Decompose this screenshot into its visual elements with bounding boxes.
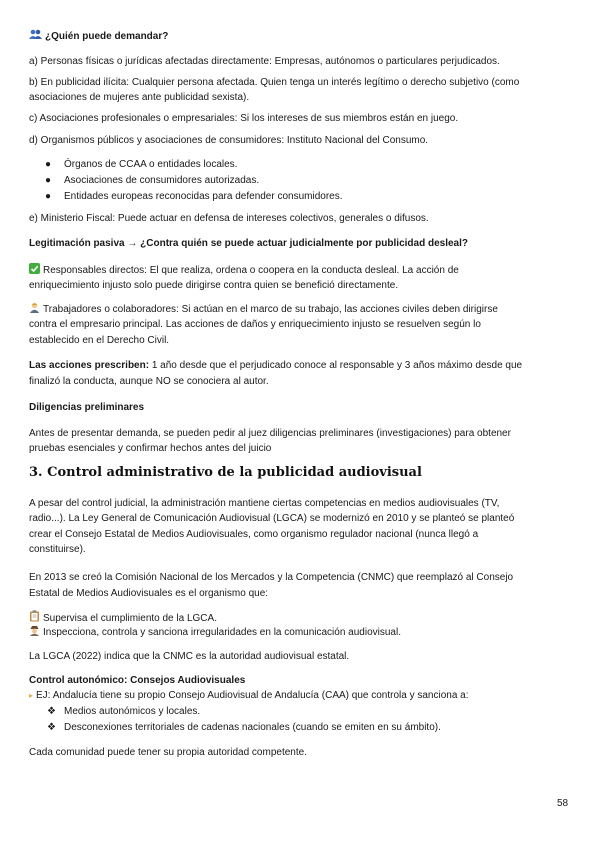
page-number: 58 xyxy=(557,798,569,809)
clipboard-icon xyxy=(29,610,40,622)
prescriben-text: 1 año desde que el perjudicado conoce al responsable y 3 años máximo desde que xyxy=(149,360,523,371)
d-bullet-item: Entidades europeas reconocidas para defender consumidores. xyxy=(64,191,343,202)
pointer-icon: ▸ xyxy=(29,691,34,700)
diligencias-line1: Antes de presentar demanda, se pueden pedir al juez diligencias preliminares (investigaciones) para obtener xyxy=(29,428,511,439)
item-e: e) Ministerio Fiscal: Puede actuar en defensa de intereses colectivos, generales o difusos. xyxy=(29,213,429,224)
responsables-line2: enriquecimiento injusto solo puede dirigirse contra quien se benefició directamente. xyxy=(29,280,399,291)
item-c: c) Asociaciones profesionales o empresariales: Si los intereses de sus miembros están en juego. xyxy=(29,113,459,124)
paragraph1-line2: radio...). La Ley General de Comunicación Audiovisual (LGCA) se modernizó en 2010 y se planteó se planteó xyxy=(29,513,515,524)
cnmc-item-1 xyxy=(29,610,217,625)
d-bullet-item: Asociaciones de consumidores autorizadas. xyxy=(64,175,260,186)
item-a: a) Personas físicas o jurídicas afectadas directamente: Empresas, autónomos o particulares perjudicados. xyxy=(29,56,500,67)
item-b-line1: b) En publicidad ilícita: Cualquier persona afectada. Quien tenga un interés legítimo o derecho subjetivo (como xyxy=(29,77,520,88)
closing-text: Cada comunidad puede tener su propia autoridad competente. xyxy=(29,747,307,758)
d-bullet-item: Órganos de CCAA o entidades locales. xyxy=(64,159,238,170)
section-heading: 3. Control administrativo de la publicidad audiovisual xyxy=(29,465,422,480)
detective-icon xyxy=(29,625,40,636)
ej-bullet-item: Medios autonómicos y locales. xyxy=(64,706,201,717)
item-d: d) Organismos públicos y asociaciones de consumidores: Instituto Nacional del Consumo. xyxy=(29,135,429,146)
trabajadores-line1 xyxy=(29,302,498,316)
prescriben-line2: finalizó la conducta, aunque NO se conociera al autor. xyxy=(29,376,269,387)
check-mark-icon xyxy=(29,263,40,274)
diamond-bullet-icon: ❖ xyxy=(47,722,56,733)
item-b-line2: asociaciones de mujeres ante publicidad sexista). xyxy=(29,92,250,103)
autonomico-title: Control autonómico: Consejos Audiovisuales xyxy=(29,675,246,686)
ej-line xyxy=(29,689,469,702)
q1-title: ¿Quién puede demandar? xyxy=(45,31,169,42)
paragraph1-line1: A pesar del control judicial, la administración mantiene ciertas competencias en medios audiovisuales (TV, xyxy=(29,498,500,509)
paragraph1-line3: crear el Consejo Estatal de Medios Audiovisuales, como organismo regulador nacional (nunca llegó a xyxy=(29,529,479,540)
lgca-text: La LGCA (2022) indica que la CNMC es la autoridad audiovisual estatal. xyxy=(29,651,350,662)
people-icon xyxy=(29,29,42,40)
bullet-dot: ● xyxy=(45,175,52,186)
bullet-dot: ● xyxy=(45,159,52,170)
paragraph2-line1: En 2013 se creó la Comisión Nacional de los Mercados y la Competencia (CNMC) que reemplazó al Consejo xyxy=(29,572,514,583)
diligencias-line2: pruebas esenciales y confirmar hechos antes del juicio xyxy=(29,443,272,454)
cnmc-item-2 xyxy=(29,625,401,639)
worker-icon xyxy=(29,302,40,313)
responsables-line1 xyxy=(29,263,459,277)
bullet-dot: ● xyxy=(45,191,52,202)
trabajadores-line2: contra el empresario principal. Las acciones de daños y enriquecimiento injusto se resuelven según lo xyxy=(29,319,481,330)
ej-bullet-item: Desconexiones territoriales de cadenas nacionales (cuando se emiten en su ámbito). xyxy=(64,722,441,733)
q1-heading xyxy=(29,29,168,43)
paragraph2-line2: Estatal de Medios Audiovisuales es el organismo que: xyxy=(29,588,269,599)
prescriben-line1 xyxy=(29,359,522,372)
cnmc-item-1-text: Supervisa el cumplimiento de la LGCA. xyxy=(43,613,217,624)
trabajadores-line3: establecido en el Derecho Civil. xyxy=(29,335,170,346)
ej-text: EJ: Andalucía tiene su propio Consejo Audiovisual de Andalucía (CAA) que controla y sanciona a: xyxy=(36,690,469,701)
pasiva-title: Legitimación pasiva → ¿Contra quién se puede actuar judicialmente por publicidad desleal? xyxy=(29,238,468,249)
paragraph1-line4: constituirse). xyxy=(29,544,86,555)
diligencias-title: Diligencias preliminares xyxy=(29,402,145,413)
cnmc-item-2-text: Inspecciona, controla y sanciona irregularidades en la comunicación audiovisual. xyxy=(43,627,401,638)
responsables-text: Responsables directos: El que realiza, ordena o coopera en la conducta desleal. La acción de xyxy=(43,265,459,276)
trabajadores-text: Trabajadores o colaboradores: Si actúan en el marco de su trabajo, las acciones civiles deben dirigirse xyxy=(43,304,498,315)
diamond-bullet-icon: ❖ xyxy=(47,706,56,717)
prescriben-label: Las acciones prescriben: xyxy=(29,360,150,371)
